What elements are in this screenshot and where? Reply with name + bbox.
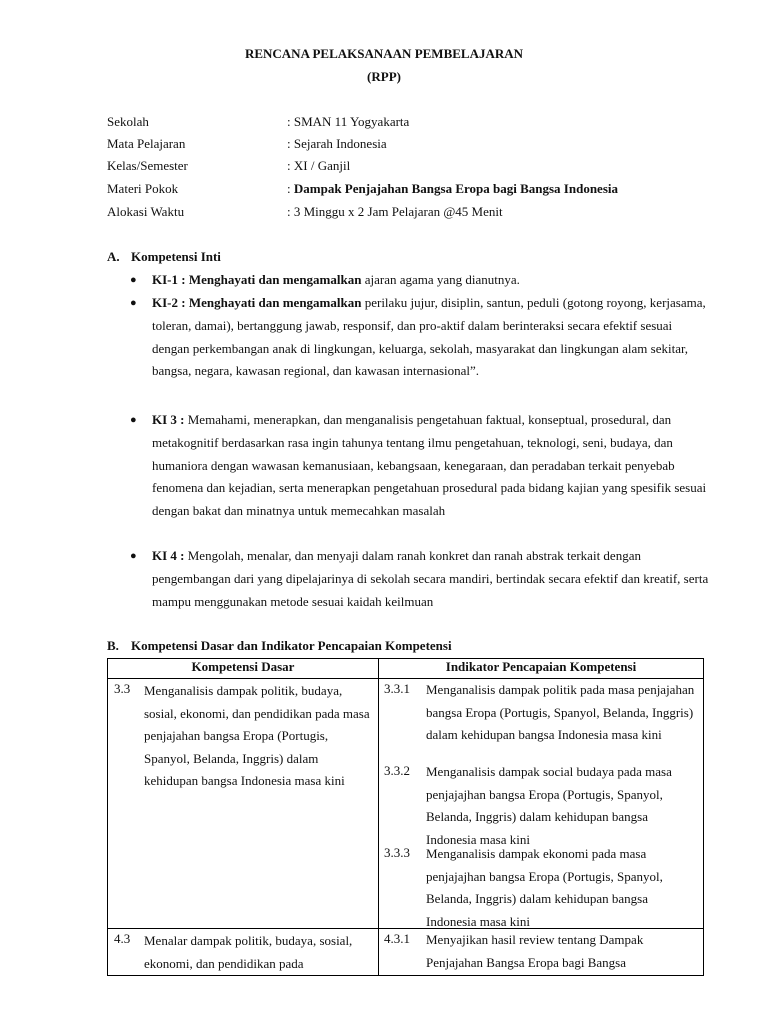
table-row — [108, 929, 704, 976]
column-header-kd: Kompetensi Dasar — [108, 659, 379, 679]
competency-table — [107, 658, 704, 976]
table-row — [108, 679, 704, 929]
ki-1-item: ● KI-1 : Menghayati dan mengamalkan ajaran agama yang dianutnya. — [152, 269, 712, 292]
kd-number: 3.3 — [114, 681, 131, 696]
identity-value: : XI / Ganjil — [287, 158, 351, 173]
kd-number: 4.3 — [114, 931, 131, 946]
kd-cell — [108, 679, 379, 929]
indicator-number: 3.3.2 — [384, 763, 410, 778]
indicator-cell — [379, 929, 704, 976]
ki-2-item: ● KI-2 : Menghayati dan mengamalkan perilaku jujur, disiplin, santun, peduli (gotong royong, kerjasama, toleran, damai), bertanggung jawab, responsif, dan pro-aktif dalam berinteraksi secara efektif sesuai dengan perkembangan anak di lingkungan, keluarga, sekolah, masyarakat dan lingkungan alam sekitar, bangsa, negara, kawasan regional, dan kawasan internasional”. — [152, 292, 712, 383]
ki-4-item: ● KI 4 : Mengolah, menalar, dan menyaji dalam ranah konkret dan ranah abstrak terkait dengan pengembangan dari yang dipelajarinya di sekolah secara mandiri, bertindak secara efektif dan kreatif, serta mampu menggunakan metode sesuai kaidah keilmuan — [152, 545, 712, 613]
document-subtitle: (RPP) — [367, 69, 401, 84]
indicator-item — [379, 929, 703, 974]
indicator-cell — [379, 679, 704, 929]
indicator-text: Menganalisis dampak politik pada masa penjajahan bangsa Eropa (Portugis, Spanyol, Belanda, Inggris) dalam kehidupan bangsa Indonesia masa kini — [426, 682, 695, 743]
indicator-item — [379, 843, 703, 929]
section-a-heading: A. Kompetensi Inti — [107, 249, 221, 264]
indicator-number: 3.3.3 — [384, 845, 410, 860]
indicator-text: Menganalisis dampak ekonomi pada masa penjajajhan bangsa Eropa (Portugis, Spanyol, Belanda, Inggris) dalam kehidupan bangsa Indonesia masa kini — [426, 846, 663, 929]
kd-text: Menalar dampak politik, budaya, sosial, ekonomi, dan pendidikan pada — [144, 933, 353, 971]
identity-label: Materi Pokok — [107, 181, 179, 196]
identity-value: : SMAN 11 Yogyakarta — [287, 114, 410, 129]
indicator-text: Menganalisis dampak social budaya pada masa penjajajhan bangsa Eropa (Portugis, Spanyol, Belanda, Inggris) dalam kehidupan bangsa Indonesia masa kini — [426, 764, 672, 847]
ki-3-item: ● KI 3 : Memahami, menerapkan, dan menganalisis pengetahuan faktual, konseptual, prosedural, dan metakognitif berdasarkan rasa ingin tahunya tentang ilmu pengetahuan, teknologi, seni, budaya, dan humaniora dengan wawasan kemanusiaan, kebangsaan, kenegaraan, dan peradaban terkait penyebab fenomena dan kejadian, serta menerapkan pengetahuan prosedural pada bidang kajian yang spesifik sesuai dengan bakat dan minatnya untuk memecahkan masalah — [152, 409, 712, 523]
section-b-heading: B. Kompetensi Dasar dan Indikator Pencapaian Kompetensi — [107, 638, 452, 653]
indicator-number: 4.3.1 — [384, 931, 410, 946]
bullet-icon: ● — [130, 550, 137, 562]
identity-label: Alokasi Waktu — [107, 204, 185, 219]
identity-label: Mata Pelajaran — [107, 136, 186, 151]
identity-value: : Sejarah Indonesia — [287, 136, 387, 151]
bullet-icon: ● — [130, 414, 137, 426]
identity-value: : Dampak Penjajahan Bangsa Eropa bagi Bangsa Indonesia — [287, 181, 618, 196]
indicator-text: Menyajikan hasil review tentang Dampak Penjajahan Bangsa Eropa bagi Bangsa — [426, 932, 644, 970]
identity-label: Kelas/Semester — [107, 158, 188, 173]
indicator-item — [379, 679, 703, 761]
kd-text: Menganalisis dampak politik, budaya, sosial, ekonomi, dan pendidikan pada masa penjajahan bangsa Eropa (Portugis, Spanyol, Belanda, Inggris) dalam kehidupan bangsa Indonesia masa kini — [144, 683, 370, 789]
table-header-row — [108, 659, 704, 679]
bullet-icon: ● — [130, 297, 137, 309]
identity-label: Sekolah — [107, 114, 149, 129]
document-title: RENCANA PELAKSANAAN PEMBELAJARAN — [244, 46, 524, 61]
bullet-icon: ● — [130, 274, 137, 286]
identity-value: : 3 Minggu x 2 Jam Pelajaran @45 Menit — [287, 204, 503, 219]
indicator-item — [379, 761, 703, 847]
materi-pokok-value: Dampak Penjajahan Bangsa Eropa bagi Bangsa Indonesia — [293, 181, 618, 196]
indicator-number: 3.3.1 — [384, 681, 410, 696]
kd-cell — [108, 929, 379, 976]
column-header-ipk: Indikator Pencapaian Kompetensi — [379, 659, 704, 679]
